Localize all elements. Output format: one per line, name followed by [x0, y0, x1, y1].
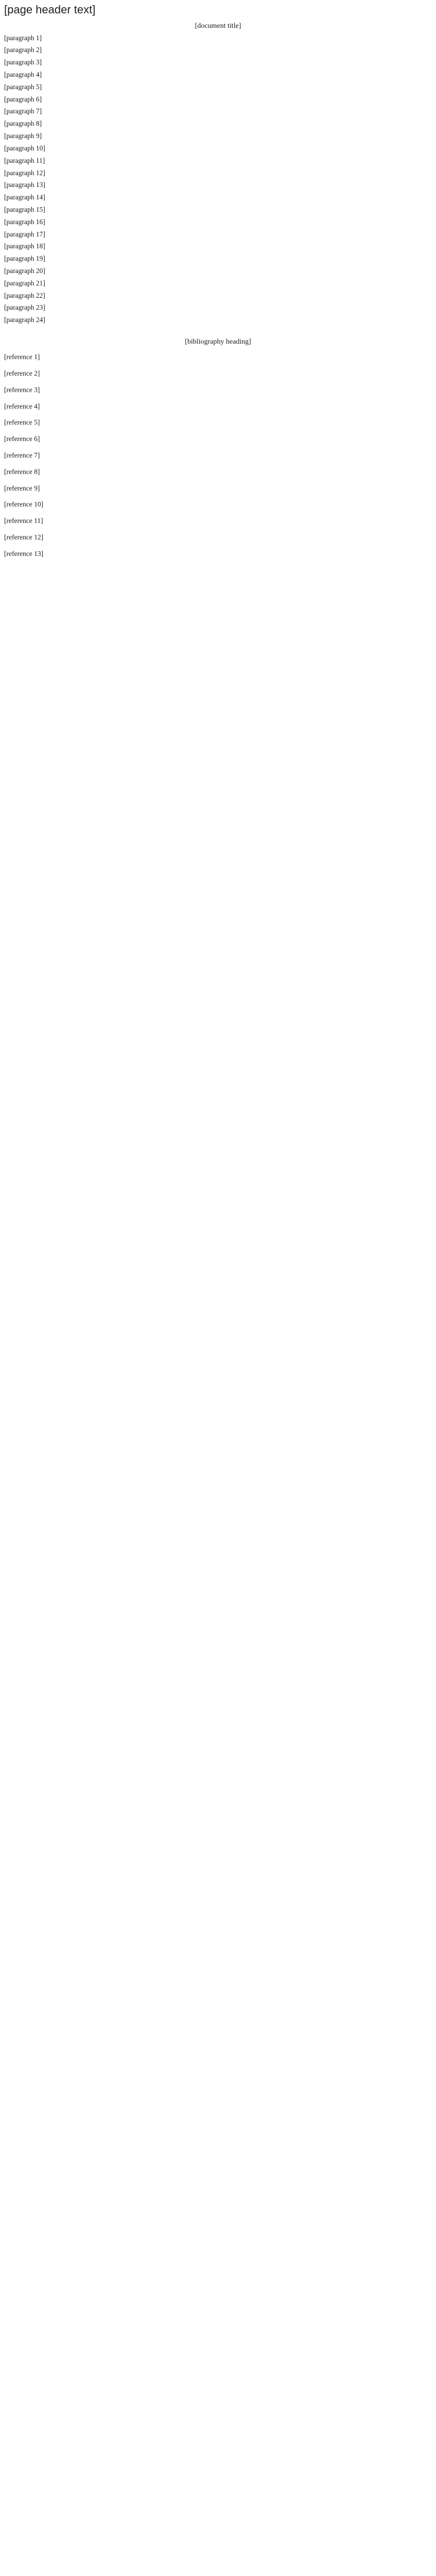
article-paragraph: [paragraph 17]: [4, 230, 45, 238]
bibliography-item: [reference 3]: [4, 385, 40, 394]
article-body: [4, 33, 432, 325]
bibliography-item: [reference 4]: [4, 402, 40, 410]
bibliography-item: [reference 13]: [4, 549, 44, 557]
article-paragraph: [paragraph 10]: [4, 144, 45, 152]
article-paragraph: [paragraph 19]: [4, 255, 45, 263]
article-paragraph: [paragraph 2]: [4, 46, 42, 54]
bibliography-item: [reference 2]: [4, 369, 40, 377]
bibliography-item: [reference 11]: [4, 517, 43, 525]
article-paragraph: [paragraph 21]: [4, 279, 45, 287]
article-paragraph: [paragraph 9]: [4, 132, 42, 140]
article-paragraph: [paragraph 4]: [4, 71, 42, 79]
bibliography-item: [reference 10]: [4, 500, 44, 509]
article-paragraph: [paragraph 14]: [4, 193, 45, 201]
article-paragraph: [paragraph 12]: [4, 168, 45, 177]
article-paragraph: [paragraph 16]: [4, 217, 45, 226]
bibliography-item: [reference 8]: [4, 467, 40, 476]
document-title: [document title]: [195, 22, 241, 30]
bibliography-item: [reference 5]: [4, 418, 40, 427]
article-paragraph: [paragraph 15]: [4, 205, 45, 213]
article-paragraph: [paragraph 7]: [4, 107, 42, 115]
bibliography-item: [reference 1]: [4, 353, 40, 361]
bibliography-list: [4, 352, 432, 558]
article-paragraph: [paragraph 11]: [4, 156, 45, 164]
article-paragraph: [paragraph 6]: [4, 95, 42, 103]
bibliography-heading: [bibliography heading]: [185, 338, 251, 346]
article-paragraph: [paragraph 3]: [4, 58, 42, 66]
page-header: [page header text]: [4, 3, 96, 16]
article-paragraph: [paragraph 1]: [4, 33, 42, 42]
article-paragraph: [paragraph 22]: [4, 291, 45, 299]
bibliography-item: [reference 7]: [4, 451, 40, 459]
bibliography-item: [reference 12]: [4, 533, 44, 541]
article-paragraph: [paragraph 20]: [4, 267, 45, 275]
article-paragraph: [paragraph 13]: [4, 181, 45, 189]
bibliography-item: [reference 9]: [4, 484, 40, 492]
article-paragraph: [paragraph 5]: [4, 82, 42, 91]
article-paragraph: [paragraph 8]: [4, 120, 42, 128]
article-paragraph: [paragraph 18]: [4, 242, 45, 250]
article-paragraph: [paragraph 24]: [4, 316, 45, 324]
bibliography-item: [reference 6]: [4, 435, 40, 443]
article-paragraph: [paragraph 23]: [4, 303, 45, 312]
